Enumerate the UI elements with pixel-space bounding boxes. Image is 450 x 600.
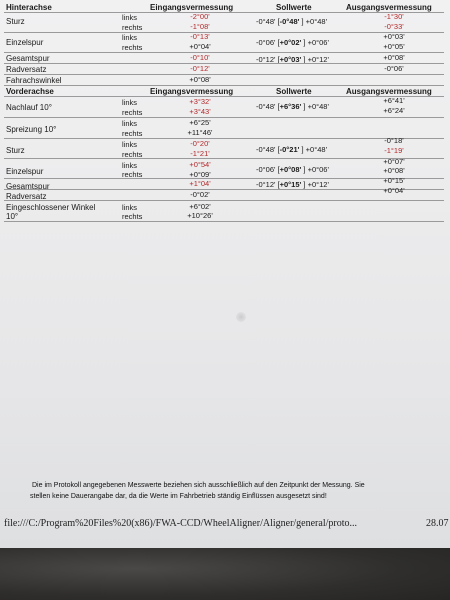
front-section-title: Vorderachse	[6, 87, 54, 96]
output-value: +0°08'	[383, 53, 405, 62]
front-row-name: Radversatz	[6, 192, 47, 201]
rear-row-name: Sturz	[6, 17, 25, 26]
input-value: +0°09'	[189, 170, 211, 179]
front-header-output: Ausgangsvermessung	[346, 87, 432, 96]
rear-row-name: Radversatz	[6, 65, 47, 74]
divider	[4, 200, 444, 201]
side-right: rechts	[122, 150, 143, 159]
input-value: +11°46'	[187, 128, 213, 137]
side-right: rechts	[122, 212, 143, 221]
front-row-name: Sturz	[6, 146, 25, 155]
rear-row-name: Gesamtspur	[6, 54, 50, 63]
output-value: +0°05'	[383, 42, 405, 51]
side-right: rechts	[122, 43, 143, 52]
front-row-name: Eingeschlossener Winkel	[6, 203, 96, 212]
side-left: links	[122, 140, 138, 149]
output-value: -0°33'	[384, 22, 404, 31]
output-value: +0°08'	[383, 166, 405, 175]
side-right: rechts	[122, 23, 143, 32]
input-value: -0°10'	[190, 53, 210, 62]
print-url: file:///C:/Program%20Files%20(x86)/FWA-CCD/WheelAligner/Aligner/general/proto...	[4, 518, 357, 529]
rear-row-name: Fahrachswinkel	[6, 76, 62, 85]
input-value: +3°43'	[189, 107, 211, 116]
side-right: rechts	[122, 170, 143, 179]
output-value: +0°15'	[383, 176, 405, 185]
target-value: -0°06' [+0°02' ] +0°06'	[256, 38, 329, 47]
front-row-name: Einzelspur	[6, 167, 44, 176]
paper-crease	[236, 312, 246, 322]
input-value: +3°32'	[189, 97, 211, 106]
input-value: +10°26'	[187, 211, 213, 220]
side-left: links	[122, 203, 138, 212]
target-value: -0°48' [+6°36' ] +0°48'	[256, 102, 329, 111]
input-value: +6°02'	[189, 202, 211, 211]
output-value: -1°19'	[384, 146, 404, 155]
background-fabric	[0, 548, 450, 600]
target-value: -0°06' [+0°08' ] +0°06'	[256, 165, 329, 174]
side-left: links	[122, 33, 138, 42]
front-row-name-suffix: 10°	[6, 212, 19, 221]
disclaimer-line-1: Die im Protokoll angegebenen Messwerte beziehen sich ausschließlich auf den Zeitpunkt der Messung. Sie	[32, 482, 365, 489]
side-right: rechts	[122, 108, 143, 117]
target-value: -0°12' [+0°15' ] +0°12'	[256, 180, 329, 189]
input-value: +0°08'	[189, 75, 211, 84]
rear-section-title: Hinterachse	[6, 3, 52, 12]
divider	[4, 221, 444, 222]
side-left: links	[122, 13, 138, 22]
rear-header-target: Sollwerte	[276, 3, 312, 12]
rear-header-input: Eingangsvermessung	[150, 3, 234, 12]
front-header-input: Eingangsvermessung	[150, 87, 234, 96]
target-value: -0°48' [-0°48' ] +0°48'	[256, 17, 327, 26]
input-value: +0°04'	[189, 42, 211, 51]
output-value: +0°04'	[383, 186, 405, 195]
disclaimer-line-2: stellen keine Dauerangabe dar, da die Werte im Fahrbetrieb ständig Einflüssen ausgesetzt sind!	[30, 493, 327, 500]
divider	[4, 85, 444, 86]
input-value: -0°12'	[190, 64, 210, 73]
input-value: -1°21'	[190, 149, 210, 158]
output-value: +6°24'	[383, 106, 405, 115]
input-value: -0°20'	[190, 139, 210, 148]
input-value: +1°04'	[189, 179, 211, 188]
front-header-target: Sollwerte	[276, 87, 312, 96]
front-row-name: Nachlauf 10°	[6, 103, 52, 112]
output-value: -1°30'	[384, 12, 404, 21]
target-value: -0°48' [-0°21' ] +0°48'	[256, 145, 327, 154]
side-left: links	[122, 119, 138, 128]
rear-row-name: Einzelspur	[6, 38, 44, 47]
input-value: -0°13'	[190, 32, 210, 41]
rear-header-output: Ausgangsvermessung	[346, 3, 432, 12]
print-date: 28.07	[426, 518, 449, 529]
side-left: links	[122, 161, 138, 170]
output-value: +6°41'	[383, 96, 405, 105]
front-row-name: Gesamtspur	[6, 182, 50, 191]
output-value: -0°18'	[384, 136, 404, 145]
target-value: -0°12' [+0°03' ] +0°12'	[256, 55, 329, 64]
side-right: rechts	[122, 129, 143, 138]
input-value: -0°02'	[190, 190, 210, 199]
output-value: -0°06'	[384, 64, 404, 73]
input-value: +6°25'	[189, 118, 211, 127]
input-value: -2°00'	[190, 12, 210, 21]
input-value: +0°54'	[189, 160, 211, 169]
side-left: links	[122, 98, 138, 107]
output-value: +0°07'	[383, 157, 405, 166]
input-value: -1°08'	[190, 22, 210, 31]
front-row-name: Spreizung 10°	[6, 125, 57, 134]
output-value: +0°03'	[383, 32, 405, 41]
